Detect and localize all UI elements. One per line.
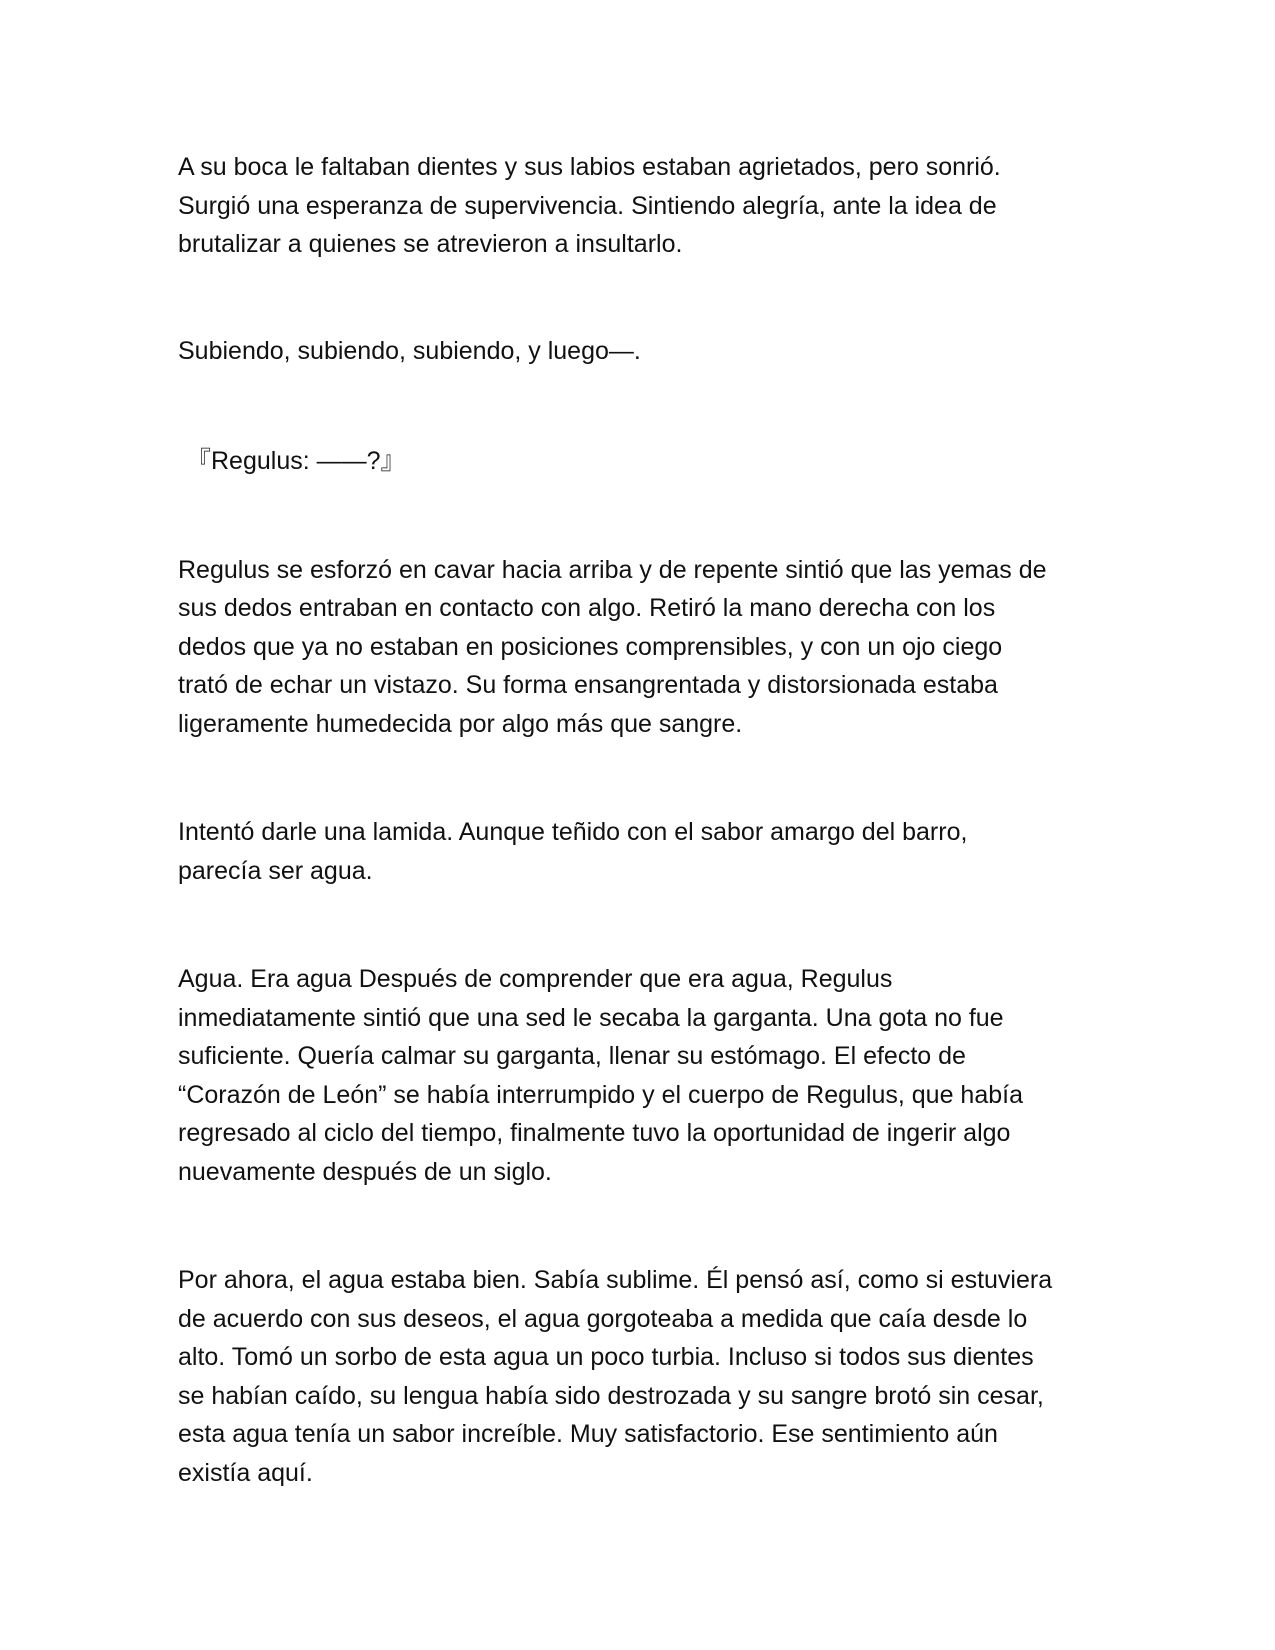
paragraph-1: A su boca le faltaban dientes y sus labios estaban agrietados, pero sonrió. Surgió una esperanza de supervivencia. Sintiendo alegría, ante la idea de brutalizar a quienes se atrevieron a insultarlo. bbox=[178, 153, 1001, 258]
paragraph-3: Regulus se esforzó en cavar hacia arriba y de repente sintió que las yemas de sus dedos entraban en contacto con algo. Retiró la mano derecha con los dedos que ya no estaban en posiciones comprensibles, y con un ojo ciego trató de echar un vistazo. Su forma ensangrentada y distorsionada estaba ligeramente humedecida por algo más que sangre. bbox=[178, 555, 1047, 738]
document-body bbox=[178, 148, 1098, 1492]
paragraph-4: Intentó darle una lamida. Aunque teñido con el sabor amargo del barro, parecía ser agua. bbox=[178, 818, 968, 885]
paragraph-6: Por ahora, el agua estaba bien. Sabía sublime. Él pensó así, como si estuviera de acuerdo con sus deseos, el agua gorgoteaba a medida que caía desde lo alto. Tomó un sorbo de esta agua un poco turbia. Incluso si todos sus dientes se habían caído, su lengua había sido destrozada y su sangre brotó sin cesar, esta agua tenía un sabor increíble. Muy satisfactorio. Ese sentimiento aún existía aquí. bbox=[178, 1266, 1053, 1487]
paragraph-2: Subiendo, subiendo, subiendo, y luego—. bbox=[178, 336, 641, 365]
dialogue-line: 『Regulus: ——?』 bbox=[186, 447, 406, 475]
paragraph-5: Agua. Era agua Después de comprender que era agua, Regulus inmediatamente sintió que una sed le secaba la garganta. Una gota no fue suficiente. Quería calmar su garganta, llenar su estómago. El efecto de “Corazón de León” se había interrumpido y el cuerpo de Regulus, que había regresado al ciclo del tiempo, finalmente tuvo la oportunidad de ingerir algo nuevamente después de un siglo. bbox=[178, 965, 1023, 1186]
